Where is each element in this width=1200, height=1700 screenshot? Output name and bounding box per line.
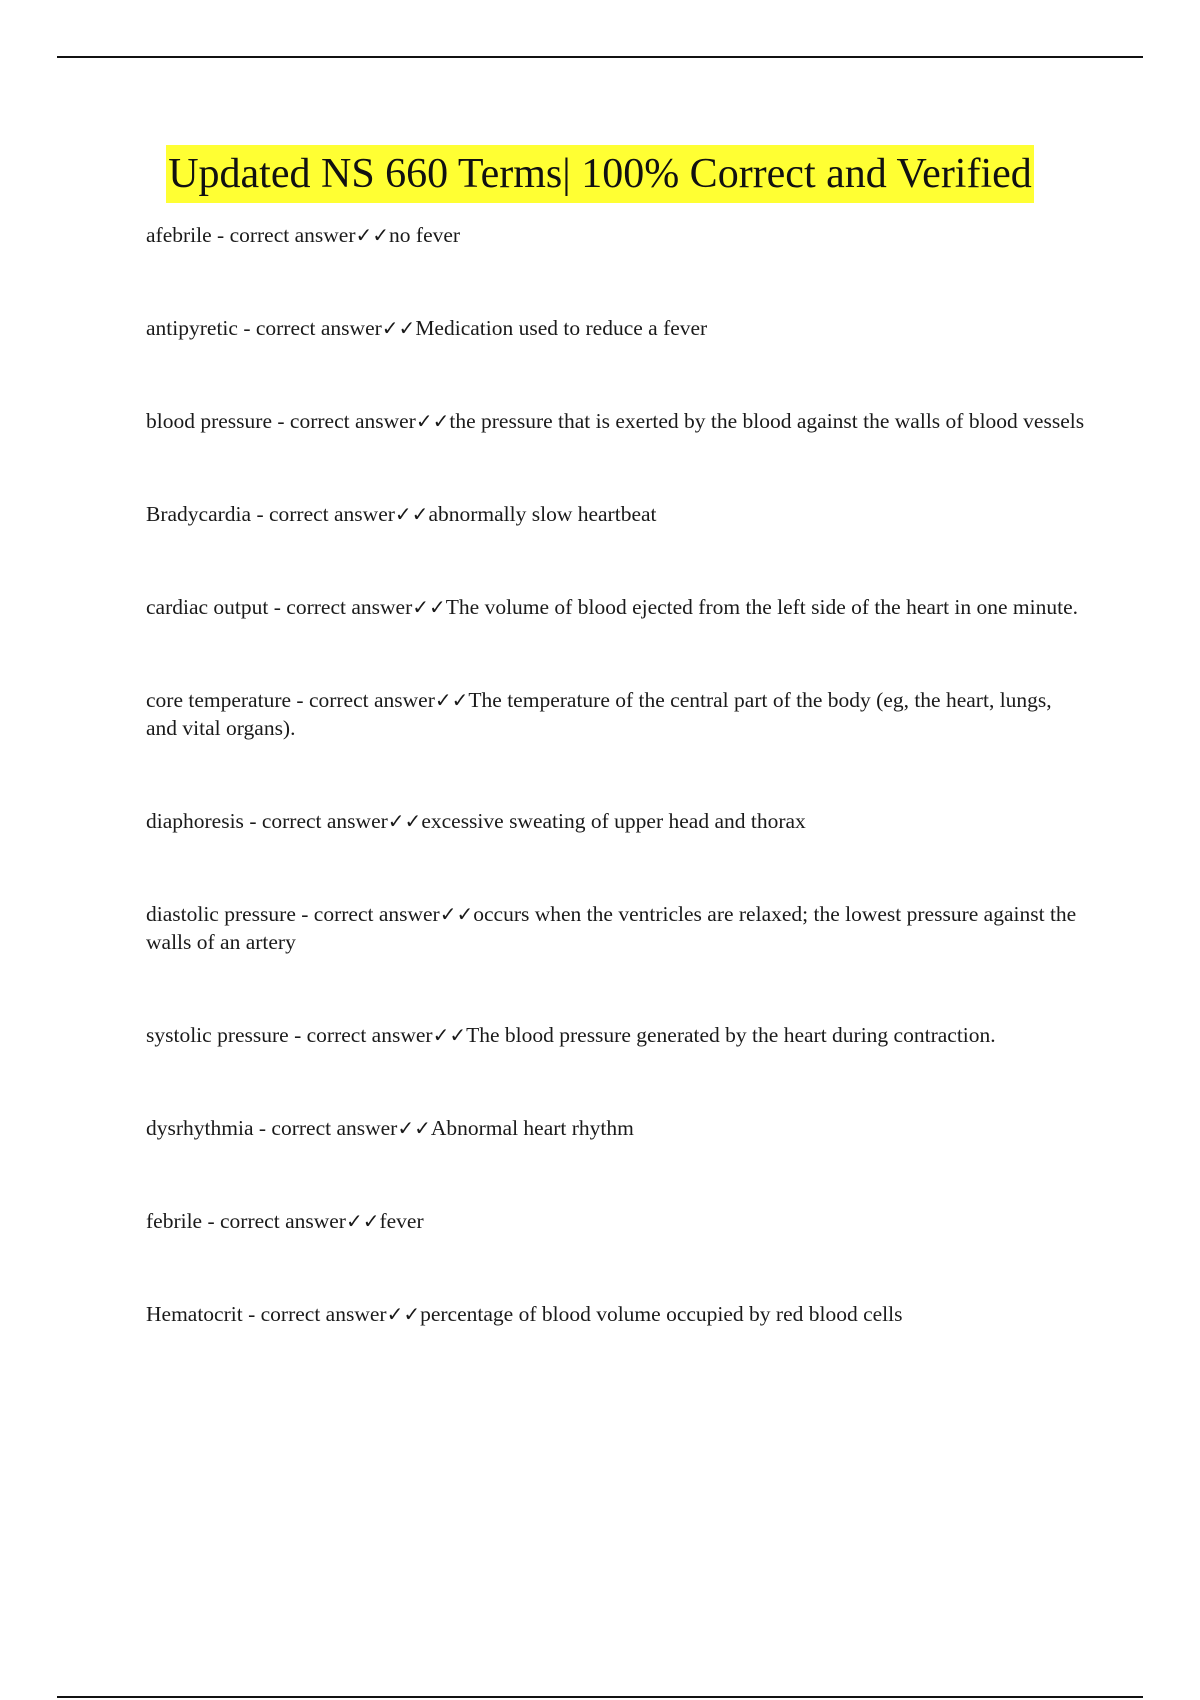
term: febrile: [146, 1209, 203, 1233]
term-entry: [146, 314, 1086, 342]
check-marks-icon: ✓✓: [434, 688, 469, 712]
definition: the pressure that is exerted by the blood against the walls of blood vessels: [449, 409, 1085, 433]
term: core temperature: [146, 688, 292, 712]
answer-separator: - correct answer: [242, 1302, 387, 1326]
answer-separator: - correct answer: [251, 502, 395, 526]
check-marks-icon: ✓✓: [386, 1302, 421, 1326]
answer-separator: - correct answer: [253, 1116, 398, 1140]
term: blood pressure: [146, 409, 272, 433]
answer-separator: - correct answer: [288, 1023, 433, 1047]
check-marks-icon: ✓✓: [381, 316, 416, 340]
check-marks-icon: ✓✓: [412, 595, 446, 619]
definition: Abnormal heart rhythm: [430, 1116, 634, 1140]
term: antipyretic: [146, 316, 238, 340]
term-entry: [146, 221, 1086, 249]
term-entry: [146, 900, 1086, 956]
definition: The temperature of the central part of the body (eg, the heart, lungs, and vital organs).: [146, 688, 1052, 740]
term: systolic pressure: [146, 1023, 289, 1047]
answer-separator: - correct answer: [295, 902, 440, 926]
term-entry: [146, 686, 1086, 742]
term: cardiac output: [146, 595, 269, 619]
term-entry: [146, 1021, 1086, 1049]
top-rule: [57, 56, 1143, 58]
answer-separator: - correct answer: [202, 1209, 346, 1233]
term-entry: [146, 1300, 1086, 1328]
answer-separator: - correct answer: [243, 809, 388, 833]
answer-separator: - correct answer: [211, 223, 356, 247]
term: diastolic pressure: [146, 902, 296, 926]
term: Hematocrit: [146, 1302, 243, 1326]
check-marks-icon: ✓✓: [415, 409, 450, 433]
check-marks-icon: ✓✓: [439, 902, 474, 926]
definition: fever: [379, 1209, 424, 1233]
check-marks-icon: ✓✓: [394, 502, 429, 526]
definition: no fever: [389, 223, 461, 247]
term-entry: [146, 1114, 1086, 1142]
answer-separator: - correct answer: [272, 409, 416, 433]
title-block: [0, 145, 1200, 203]
check-marks-icon: ✓✓: [345, 1209, 380, 1233]
check-marks-icon: ✓✓: [432, 1023, 467, 1047]
definition: The blood pressure generated by the heart during contraction.: [466, 1023, 996, 1047]
definition: percentage of blood volume occupied by red blood cells: [420, 1302, 903, 1326]
bottom-rule: [57, 1696, 1143, 1698]
answer-separator: - correct answer: [237, 316, 382, 340]
answer-separator: - correct answer: [268, 595, 413, 619]
document-title: Updated NS 660 Terms| 100% Correct and Verified: [166, 145, 1034, 203]
term-entry: [146, 807, 1086, 835]
term-entry: [146, 593, 1086, 621]
term-list: [146, 221, 1086, 1328]
term-entry: [146, 1207, 1086, 1235]
definition: occurs when the ventricles are relaxed; the lowest pressure against the walls of an artery: [146, 902, 1077, 954]
term-entry: [146, 500, 1086, 528]
check-marks-icon: ✓✓: [397, 1116, 431, 1140]
check-marks-icon: ✓✓: [355, 223, 390, 247]
definition: excessive sweating of upper head and thorax: [421, 809, 806, 833]
term: dysrhythmia: [146, 1116, 254, 1140]
definition: The volume of blood ejected from the left side of the heart in one minute.: [445, 595, 1079, 619]
check-marks-icon: ✓✓: [387, 809, 422, 833]
term: diaphoresis: [146, 809, 244, 833]
term-entry: [146, 407, 1086, 435]
answer-separator: - correct answer: [291, 688, 435, 712]
definition: abnormally slow heartbeat: [428, 502, 657, 526]
term: afebrile: [146, 223, 212, 247]
term: Bradycardia: [146, 502, 252, 526]
definition: Medication used to reduce a fever: [415, 316, 708, 340]
